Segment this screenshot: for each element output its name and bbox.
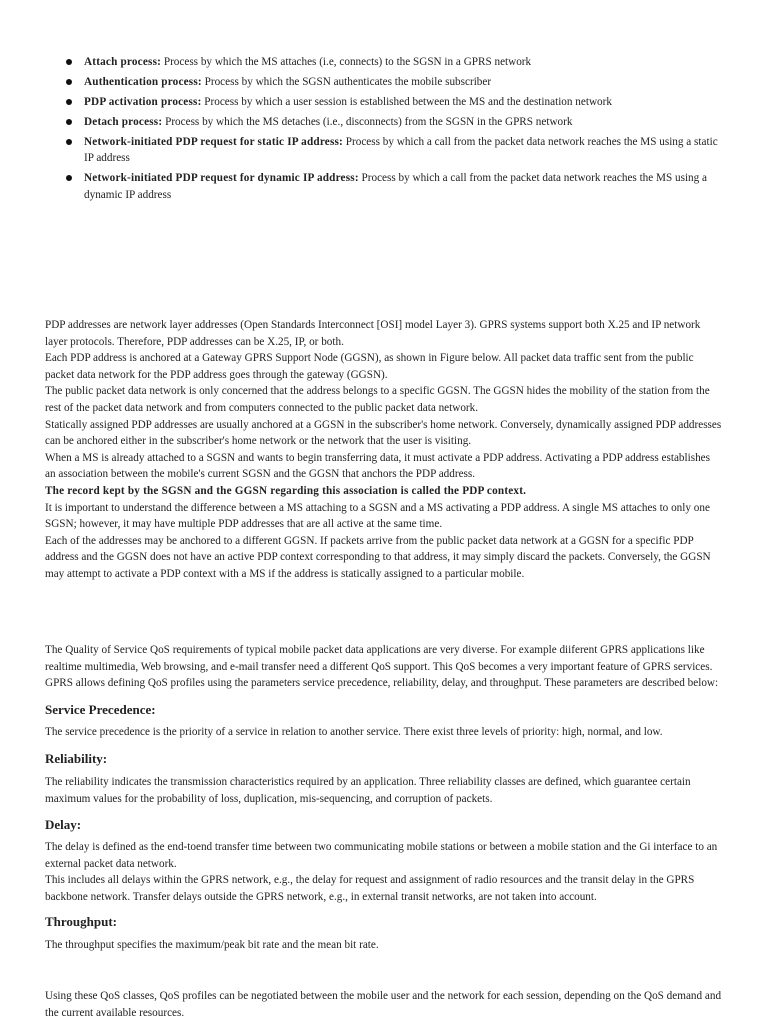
process-bullet-list — [66, 54, 726, 207]
bullet-term: Network-initiated PDP request for dynamic IP address: — [84, 172, 359, 185]
bullet-dot-icon — [66, 119, 72, 125]
reliability-text: The reliability indicates the transmission characteristics required by an application. Three reliability classes are defined, which guarantee certain maximum values for the probability of loss, duplication, mis-sequencing, and corruption of packets. — [45, 776, 691, 805]
bullet-term: Attach process: — [84, 56, 162, 68]
delay-paragraph: The delay is defined as the end-toend transfer time between two communicating mobile stations or between a mobile station and the Gi interface to an external packet data network. — [45, 841, 718, 870]
bullet-dot-icon — [66, 59, 72, 65]
pdp-paragraph: Each PDP address is anchored at a Gateway GPRS Support Node (GGSN), as shown in Figure below. All packet data traffic sent from the public packet data network for the PDP address goes through the gateway (GGSN). — [45, 352, 694, 381]
pdp-paragraph: When a MS is already attached to a SGSN and wants to begin transferring data, it must activate a PDP address. Activating a PDP address establishes an association between the mobile's current SGSN and the GGSN that anchors the PDP address. — [45, 451, 710, 481]
throughput-heading: Throughput: — [45, 914, 118, 929]
bullet-item — [66, 74, 726, 91]
qos-intro-paragraph: The Quality of Service QoS requirements of typical mobile packet data applications are very diverse. For example diiferent GPRS applications like realtime multimedia, Web browsing, and e-mail transfer need a different QoS support. This QoS becomes a very important feature of GPRS services. GPRS allows defining QoS profiles using the parameters service precedence, reliability, delay, and throughput. These parameters are described below: — [45, 644, 719, 690]
bullet-item — [66, 94, 726, 111]
bullet-dot-icon — [66, 175, 72, 181]
pdp-paragraph: The public packet data network is only concerned that the address belongs to a specific GGSN. The GGSN hides the mobility of the station from the rest of the packet data network and from computers connected to the public packet data network. — [45, 385, 710, 414]
bullet-text: Process by which the MS detaches (i.e., disconnects) from the SGSN in the GPRS network — [165, 115, 573, 128]
bullet-dot-icon — [66, 139, 72, 145]
bullet-item — [66, 54, 726, 71]
pdp-paragraph: PDP addresses are network layer addresses (Open Standards Interconnect [OSI] model Layer 3). GPRS systems support both X.25 and IP network layer protocols. Therefore, PDP addresses can be X.25, IP, or both. — [45, 319, 701, 348]
delay-heading: Delay: — [45, 817, 82, 832]
pdp-paragraph: Statically assigned PDP addresses are usually anchored at a GGSN in the subscriber's home network. Conversely, dynamically assigned PDP addresses can be anchored either in the subscriber's home network or the network that the user is visiting. — [45, 418, 722, 448]
bullet-text: Process by which a user session is established between the MS and the destination network — [204, 95, 612, 108]
bullet-item — [66, 134, 726, 167]
pdp-context-definition: The record kept by the SGSN and the GGSN regarding this association is called the PDP context. — [45, 484, 527, 497]
bullet-item — [66, 114, 726, 131]
bullet-term: Authentication process: — [84, 75, 202, 88]
bullet-dot-icon — [66, 99, 72, 105]
delay-paragraph: This includes all delays within the GPRS network, e.g., the delay for request and assignment of radio resources and the transit delay in the GPRS backbone network. Transfer delays outside the GPRS network, e.g., in external transit networks, are not taken into account. — [45, 874, 695, 903]
bullet-text: Process by which the MS attaches (i.e, connects) to the SGSN in a GPRS network — [163, 56, 532, 68]
service-precedence-heading: Service Precedence: — [45, 702, 156, 717]
pdp-address-section — [45, 317, 723, 583]
bullet-dot-icon — [66, 79, 72, 85]
delay-text — [45, 839, 723, 905]
bullet-term: PDP activation process: — [84, 95, 202, 108]
reliability-heading: Reliability: — [45, 751, 108, 766]
service-precedence-text: The service precedence is the priority of a service in relation to another service. There exist three levels of priority: high, normal, and low. — [45, 726, 663, 738]
throughput-text: The throughput specifies the maximum/peak bit rate and the mean bit rate. — [45, 939, 379, 951]
qos-closing-paragraph: Using these QoS classes, QoS profiles can be negotiated between the mobile user and the network for each session, depending on the QoS demand and the current available resources. — [45, 990, 722, 1019]
bullet-term: Network-initiated PDP request for static IP address: — [84, 135, 343, 148]
bullet-text: Process by which the SGSN authenticates the mobile subscriber — [204, 75, 492, 88]
bullet-item — [66, 170, 726, 203]
pdp-paragraph: It is important to understand the difference between a MS attaching to a SGSN and a MS activating a PDP address. A single MS attaches to only one SGSN; however, it may have multiple PDP addresses that are all active at the same time. — [45, 501, 710, 531]
bullet-text: Process by which a call from the packet data network reaches the MS using a dynamic IP address — [84, 172, 708, 201]
pdp-paragraph: Each of the addresses may be anchored to a different GGSN. If packets arrive from the public packet data network at a GGSN for a specific PDP address and the GGSN does not have an active PDP context corresponding to that address, it may simply discard the packets. Conversely, the GGSN may attempt to activate a PDP context with a MS if the address is statically assigned to a particular mobile. — [45, 534, 711, 580]
qos-intro — [45, 642, 723, 692]
bullet-text: Process by which a call from the packet data network reaches the MS using a static IP address — [84, 135, 718, 165]
bullet-term: Detach process: — [84, 115, 163, 128]
